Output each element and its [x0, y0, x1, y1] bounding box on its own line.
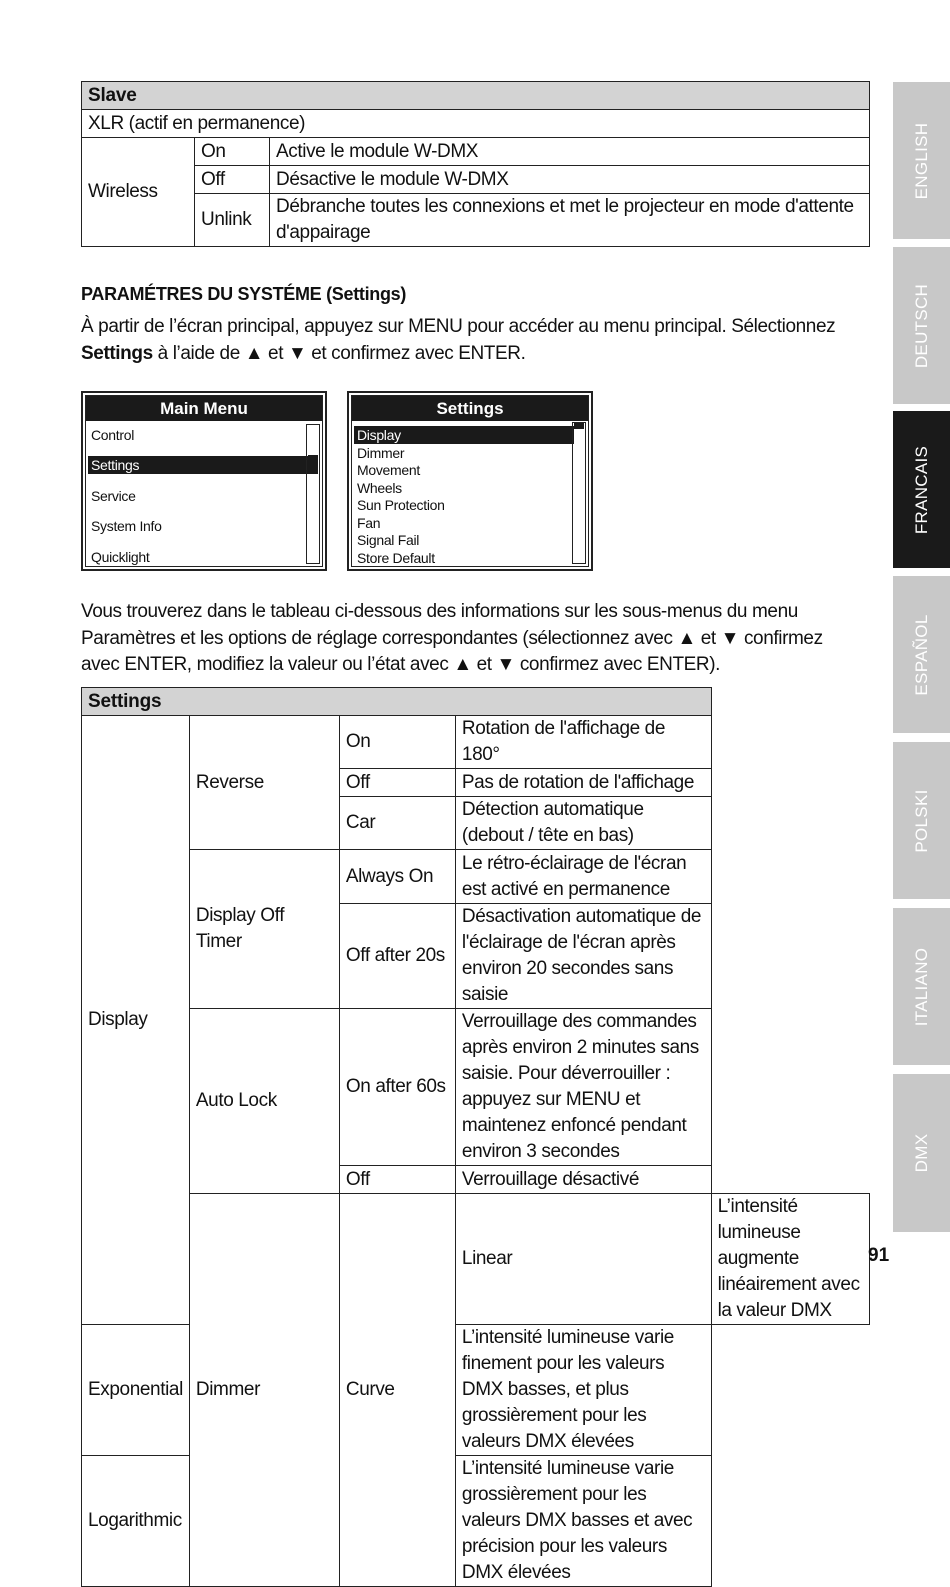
dimmer-label: Dimmer: [189, 1194, 339, 1587]
option-cell: Off after 20s: [339, 904, 455, 1009]
menu-item-quicklight[interactable]: Quicklight: [91, 549, 150, 565]
intro-paragraph: [81, 314, 861, 367]
settings-screen: [347, 391, 593, 571]
language-tab-espanol[interactable]: [893, 576, 950, 733]
menu-item-display[interactable]: Display: [354, 426, 574, 444]
auto-lock-label: Auto Lock: [189, 1009, 339, 1194]
menu-item-wheels[interactable]: Wheels: [357, 480, 402, 496]
settings-table-header: Settings: [82, 688, 712, 716]
language-tab-english[interactable]: [893, 82, 950, 239]
option-cell: Off: [339, 1166, 455, 1194]
option-cell: On: [195, 138, 270, 166]
scrollbar-thumb[interactable]: [308, 455, 318, 474]
scrollbar[interactable]: [306, 424, 320, 564]
scrollbar-thumb[interactable]: [574, 423, 584, 429]
option-cell: Exponential: [82, 1325, 190, 1456]
description-cell: Pas de rotation de l'affichage: [455, 769, 711, 797]
menu-item-system-info[interactable]: System Info: [91, 518, 162, 534]
language-tab-polski[interactable]: [893, 742, 950, 899]
slave-table-header: Slave: [82, 82, 870, 110]
tab-label: DEUTSCH: [911, 283, 931, 368]
tab-label: ESPAÑOL: [911, 613, 931, 696]
description-cell: Le rétro-éclairage de l'écran est activé en permanence: [455, 850, 711, 904]
menu-item-sun-protection[interactable]: Sun Protection: [357, 497, 445, 513]
menu-item-control[interactable]: Control: [91, 427, 135, 443]
description-cell: Désactivation automatique de l'éclairage de l'écran après environ 20 secondes sans saisie: [455, 904, 711, 1009]
menu-item-dimmer[interactable]: Dimmer: [357, 445, 405, 461]
screen-title: Main Menu: [86, 396, 322, 421]
description-cell: Détection automatique (debout / tête en bas): [455, 797, 711, 850]
menu-item-settings[interactable]: Settings: [88, 456, 308, 474]
description-cell: Rotation de l'affichage de 180°: [455, 716, 711, 769]
settings-table: [81, 687, 870, 1587]
option-cell: Off: [195, 166, 270, 194]
language-tab-deutsch[interactable]: [893, 247, 950, 404]
description-cell: L’intensité lumineuse varie grossièrement pour les valeurs DMX basses et avec précision pour les valeurs DMX élevées: [455, 1456, 711, 1587]
option-cell: Unlink: [195, 194, 270, 247]
description-paragraph: Vous trouverez dans le tableau ci-dessous des informations sur les sous-menus du menu Paramètres et les options de réglage correspondantes (sélectionnez avec ▲ et ▼ confirmez avec ENTER, modifiez la valeur ou l’état avec ▲ et ▼ confirmez avec ENTER).: [81, 601, 823, 675]
option-cell: On after 60s: [339, 1009, 455, 1166]
off-timer-label: Display Off Timer: [189, 850, 339, 1009]
tab-label: POLSKI: [911, 788, 931, 853]
curve-label: Curve: [339, 1194, 455, 1587]
description-cell: Désactive le module W-DMX: [270, 166, 870, 194]
section-heading: PARAMÉTRES DU SYSTÉME (Settings): [81, 284, 407, 304]
tab-label: DMX: [911, 1133, 931, 1173]
menu-item-fan[interactable]: Fan: [357, 515, 381, 531]
language-tab-francais[interactable]: [893, 411, 950, 568]
description-cell: Verrouillage des commandes après environ 2 minutes sans saisie. Pour déverrouiller : appuyez sur MENU et maintenez enfoncé pendant environ 3 secondes: [455, 1009, 711, 1166]
screen-frame: [85, 395, 323, 567]
slave-table: [81, 81, 870, 247]
screen-frame: [351, 395, 589, 567]
menu-item-service[interactable]: Service: [91, 488, 136, 504]
option-cell: Logarithmic: [82, 1456, 190, 1587]
description-cell: L’intensité lumineuse augmente linéairement avec la valeur DMX: [711, 1194, 869, 1325]
option-cell: Always On: [339, 850, 455, 904]
language-tab-italiano[interactable]: [893, 908, 950, 1065]
intro-text: À partir de l’écran principal, appuyez sur MENU pour accéder au menu principal. Sélectionnez: [81, 316, 836, 337]
wireless-label: Wireless: [82, 138, 195, 247]
intro-text-end: à l’aide de ▲ et ▼ et confirmez avec ENTER.: [152, 342, 526, 364]
option-cell: Linear: [455, 1194, 711, 1325]
description-cell: Active le module W-DMX: [270, 138, 870, 166]
display-label: Display: [82, 716, 190, 1325]
tab-label: ENGLISH: [911, 122, 931, 199]
xlr-cell: XLR (actif en permanence): [82, 110, 870, 138]
main-menu-screen: [81, 391, 327, 571]
scrollbar[interactable]: [572, 422, 586, 564]
option-cell: On: [339, 716, 455, 769]
description-cell: Débranche toutes les connexions et met le projecteur en mode d'attente d'appairage: [270, 194, 870, 247]
description-cell: Verrouillage désactivé: [455, 1166, 711, 1194]
intro-bold: Settings: [81, 342, 153, 364]
page-number: 91: [868, 1245, 890, 1266]
reverse-label: Reverse: [189, 716, 339, 850]
menu-item-signal-fail[interactable]: Signal Fail: [357, 532, 420, 548]
menu-item-movement[interactable]: Movement: [357, 462, 420, 478]
description-cell: L’intensité lumineuse varie finement pour les valeurs DMX basses, et plus grossièrement pour les valeurs DMX élevées: [455, 1325, 711, 1456]
menu-item-store-default[interactable]: Store Default: [357, 550, 435, 566]
screen-title: Settings: [352, 396, 588, 421]
option-cell: Car: [339, 797, 455, 850]
language-tab-dmx[interactable]: [893, 1074, 950, 1232]
option-cell: Off: [339, 769, 455, 797]
tab-label: ITALIANO: [911, 947, 931, 1026]
tab-label: FRANCAIS: [911, 445, 931, 534]
